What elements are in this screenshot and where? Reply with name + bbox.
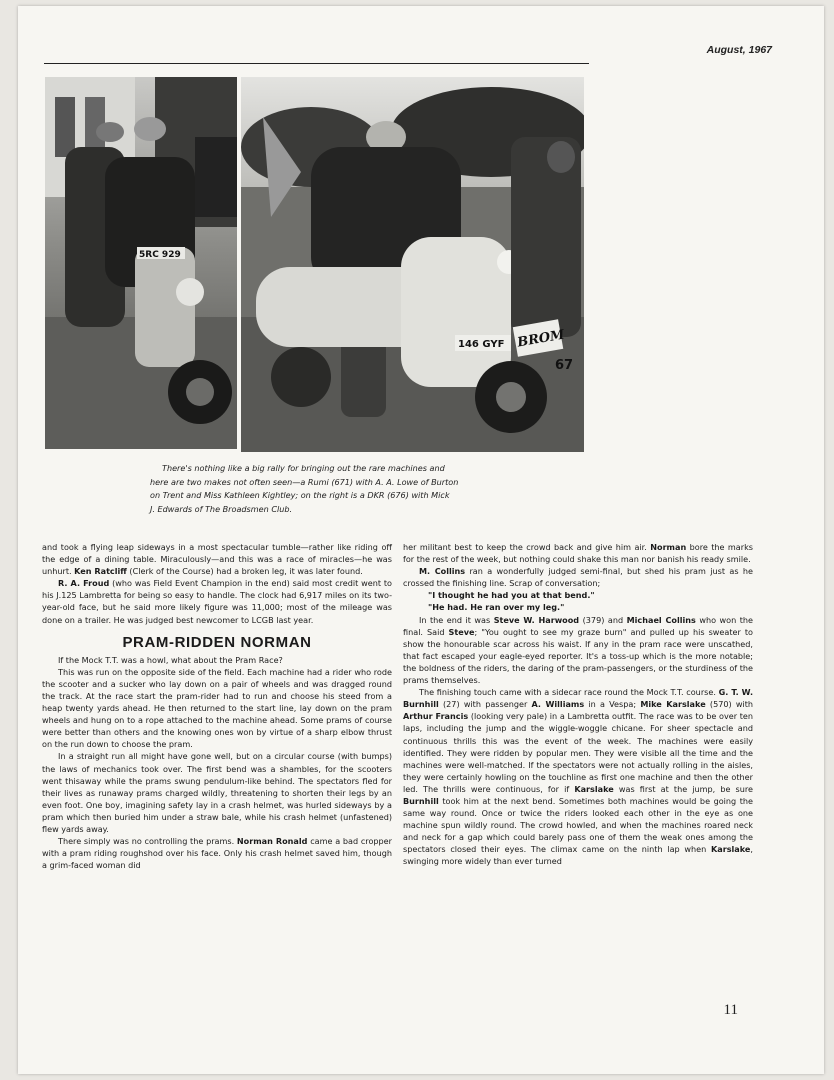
paragraph: This was run on the opposite side of the field. Each machine had a rider who rode the scooter and a sucker who lay down on a pair of wheels and was dragged round the track. At the race start the pram-rider had to run and choose his steed from a heap twenty yards ahead. He then returned to the start line, lay down on the pram wheels and hung on to a rope attached to the machine ahead. Some prams of course were better than others and the knowing ones won by virtue of a sharp elbow thrust on the run down to choose the pram.	[42, 666, 392, 750]
person-name: Norman Ronald	[236, 836, 308, 847]
paragraph: In a straight run all might have gone well, but on a circular course (with bumps) the laws of mechanics took over. The first bend was a shambles, for the scooters went thisaway while the prams swung pendulum-like behind. The spectators fled for their lives as runaway prams charged wildly, threatening to shorten their legs by an even foot. One boy, imagining safety lay in a crash helmet, was hurled sideways by a pram which then buried him under a straw bale, while his crash helmet (unfastened) flew yards away.	[42, 751, 392, 834]
photo-right-plate: 146 GYF	[458, 339, 505, 350]
person-name: Steve W. Harwood	[493, 614, 580, 625]
photo-left-plate: 5RC 929	[139, 250, 181, 260]
text-run: (379) and	[582, 614, 624, 625]
paragraph	[403, 614, 753, 687]
text-run: There simply was no controlling the prams.	[58, 836, 235, 847]
person-name: Ken Ratcliff	[74, 566, 127, 577]
caption-line: here are two makes not often seen—a Rumi (671) with A. A. Lowe of Burton	[150, 476, 459, 487]
caption-line: J. Edwards of The Broadsmen Club.	[150, 503, 293, 514]
photo-rumi-scooter-image	[45, 77, 237, 449]
page-number: 11	[723, 1002, 738, 1018]
person-name: R. A. Froud	[58, 578, 110, 589]
text-run: (Clerk of the Course) had a broken leg, it was later found.	[129, 566, 363, 577]
person-name: M. Collins	[419, 566, 466, 577]
person-name: Karslake	[574, 783, 614, 794]
caption-line: There's nothing like a big rally for bringing out the rare machines and	[162, 463, 445, 473]
issue-date: August, 1967	[706, 44, 772, 56]
text-run: her militant best to keep the crowd back and give him air.	[403, 542, 647, 552]
text-run: took him at the next bend. Sometimes both machines would be going the same way round. Once or twice the riders looked each other in the eye as one machine spun wildly round. The crowd howled, and when the machines roared neck and neck for a gap which could barely pass one of them the weak ones among the spectators closed their eyes. The climax came on the ninth lap when	[403, 795, 753, 855]
text-run: , swinging more widely than ever turned	[403, 844, 753, 867]
text-run: was first at the jump, be sure	[618, 783, 754, 794]
text-run: ran a wonderfully judged semi-final, but shed his pram just as he crossed the finishing line. Scrap of conversation;	[403, 566, 753, 589]
text-run: bore the marks for the rest of the week, but nothing could shake this man nor banish his ready smile.	[403, 542, 753, 565]
header-rule	[44, 63, 589, 64]
person-name: Michael Collins	[626, 614, 696, 625]
photo-right-rally-plate: BROM	[516, 327, 566, 351]
person-name: Karslake	[710, 844, 751, 855]
person-name: Burnhill	[403, 795, 439, 806]
paragraph	[403, 565, 753, 589]
quote: "I thought he had you at that bend."	[428, 590, 595, 601]
text-run: The finishing touch came with a sidecar race round the Mock T.T. course.	[419, 687, 716, 698]
text-run: in a Vespa;	[588, 699, 637, 710]
person-name: G. T. W. Burnhill	[403, 687, 754, 710]
paragraph	[403, 686, 753, 867]
person-name: Mike Karslake	[640, 699, 706, 710]
text-run: ; "You ought to see my graze burn" and pulled up his sweater to show the honourable scar across his waist. If any in the pram race were unscathed, that fact escaped your eagle-eyed reporter. It's a toss-up which is the more notable; the boldness of the riders, the daring of the pram-passengers, or the sturdiness of the prams themselves.	[403, 626, 753, 686]
text-run: who won the final. Said	[403, 614, 754, 637]
text-run: (who was Field Event Champion in the end) said most credit went to his J.125 Lambretta for being so easy to handle. The clock had 6,917 miles on its two-year-old face, but he said more likely figure was 11,000; most of the mileage was done on a trailer. He was judged best newcomer to LCGB last year.	[42, 578, 392, 625]
text-run: (looking very pale) in a Lambretta outfit. The race was to be over ten laps, including the jump and the wiggle-woggle chicane. For sheer spectacle and continuous thrills this was the event of the week. The machines were easily identified. They were ridden by popular men. They were visible all the time and the machines were well-matched. If the spectators were not actually rolling in the aisles, they were certainly howling on the touchline as first one machine and then the other led. The thrills were continuous, for if	[403, 711, 754, 794]
photo-dkr-scooter	[241, 77, 584, 452]
photo-right-rally-number: 67	[555, 358, 574, 373]
person-name: A. Williams	[531, 699, 585, 710]
article-column-right	[403, 541, 753, 868]
article-column-left	[42, 541, 392, 871]
text-run: and took a flying leap sideways in a most spectacular tumble—rather like riding off the edge of a dining table. Miraculously—and this was a race of miracles—he was unhurt.	[42, 542, 392, 577]
person-name: Arthur Francis	[403, 711, 469, 722]
text-run: (570) with	[709, 699, 754, 710]
section-heading: PRAM-RIDDEN NORMAN	[122, 633, 312, 651]
text-run: came a bad cropper with a pram riding roughshod over his face. Only his crash helmet saved him, though a grim-faced woman did	[42, 836, 392, 871]
photo-caption	[150, 462, 495, 516]
quote: "He had. He ran over my leg."	[428, 602, 565, 613]
text-run: In the end it was	[419, 614, 491, 625]
text-run: (27) with passenger	[443, 699, 528, 710]
paragraph	[403, 541, 753, 565]
paragraph	[42, 835, 392, 871]
person-name: Norman	[650, 542, 687, 552]
caption-line: on Trent and Miss Kathleen Kightley; on the right is a DKR (676) with Mick	[150, 490, 450, 501]
paragraph	[42, 577, 392, 625]
photo-rumi-scooter	[45, 77, 237, 449]
paragraph	[42, 541, 392, 577]
photo-dkr-scooter-image	[241, 77, 584, 452]
paragraph: If the Mock T.T. was a howl, what about the Pram Race?	[58, 654, 283, 665]
person-name: Steve	[448, 626, 475, 637]
